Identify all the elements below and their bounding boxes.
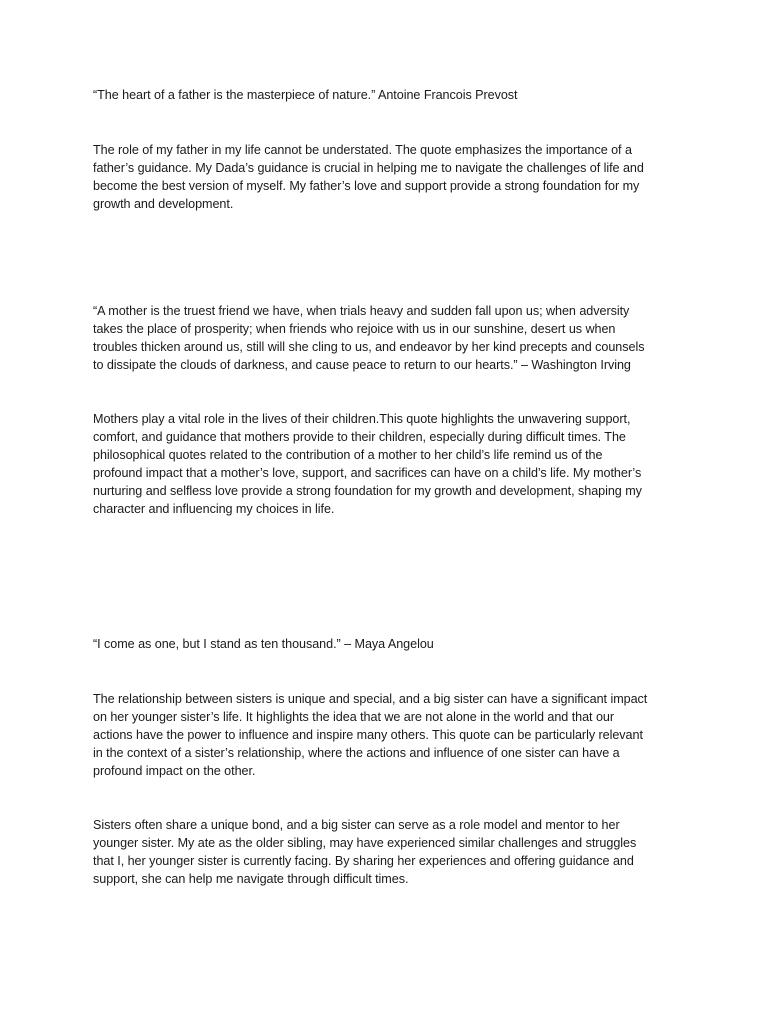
- text-line: The role of my father in my life cannot be understated. The quote emphasizes the importance of a: [93, 143, 632, 157]
- text-line: comfort, and guidance that mothers provide to their children, especially during difficult times. The: [93, 429, 626, 444]
- text-line: character and influencing my choices in life.: [93, 501, 335, 516]
- text-line: Sisters often share a unique bond, and a big sister can serve as a role model and mentor to her: [93, 818, 620, 832]
- text-line: philosophical quotes related to the contribution of a mother to her child’s life remind us of the: [93, 447, 603, 462]
- text-line: Mothers play a vital role in the lives of their children.This quote highlights the unwavering support,: [93, 412, 631, 426]
- text-line: to dissipate the clouds of darkness, and cause peace to return to our hearts.” – Washington Irving: [93, 357, 631, 372]
- text-line: profound impact that a mother’s love, support, and sacrifices can have on a child’s life. My mother’s: [93, 465, 642, 480]
- text-line: profound impact on the other.: [93, 763, 256, 778]
- text-line: support, she can help me navigate through difficult times.: [93, 871, 409, 886]
- text-line: nurturing and selfless love provide a strong foundation for my growth and development, shaping my: [93, 483, 642, 498]
- text-line: actions have the power to influence and inspire many others. This quote can be particularly relevant: [93, 727, 643, 742]
- text-line: growth and development.: [93, 196, 234, 211]
- text-line: on her younger sister’s life. It highlights the idea that we are not alone in the world and that our: [93, 709, 614, 724]
- father-paragraph: [93, 142, 683, 214]
- sister-paragraph-2: [93, 817, 683, 889]
- text-line: troubles thicken around us, still will she cling to us, and endeavor by her kind precepts and counsels: [93, 339, 645, 354]
- text-line: in the context of a sister’s relationship, where the actions and influence of one sister can have a: [93, 745, 620, 760]
- text-line: become the best version of myself. My father’s love and support provide a strong foundation for my: [93, 178, 640, 193]
- mother-paragraph: [93, 411, 683, 518]
- text-line: father’s guidance. My Dada’s guidance is crucial in helping me to navigate the challenges of life and: [93, 160, 644, 175]
- text-line: younger sister. My ate as the older sibling, may have experienced similar challenges and struggles: [93, 835, 637, 850]
- text-line: “I come as one, but I stand as ten thousand.” – Maya Angelou: [93, 637, 434, 651]
- father-quote: [93, 87, 683, 105]
- sister-paragraph-1: [93, 691, 683, 781]
- mother-quote: [93, 303, 683, 375]
- text-line: takes the place of prosperity; when friends who rejoice with us in our sunshine, desert us when: [93, 321, 616, 336]
- text-line: that I, her younger sister is currently facing. By sharing her experiences and offering guidance and: [93, 853, 634, 868]
- sister-quote: [93, 636, 683, 654]
- text-line: “A mother is the truest friend we have, when trials heavy and sudden fall upon us; when adversity: [93, 304, 630, 318]
- text-line: The relationship between sisters is unique and special, and a big sister can have a significant impact: [93, 692, 648, 706]
- text-line: “The heart of a father is the masterpiece of nature.” Antoine Francois Prevost: [93, 88, 518, 102]
